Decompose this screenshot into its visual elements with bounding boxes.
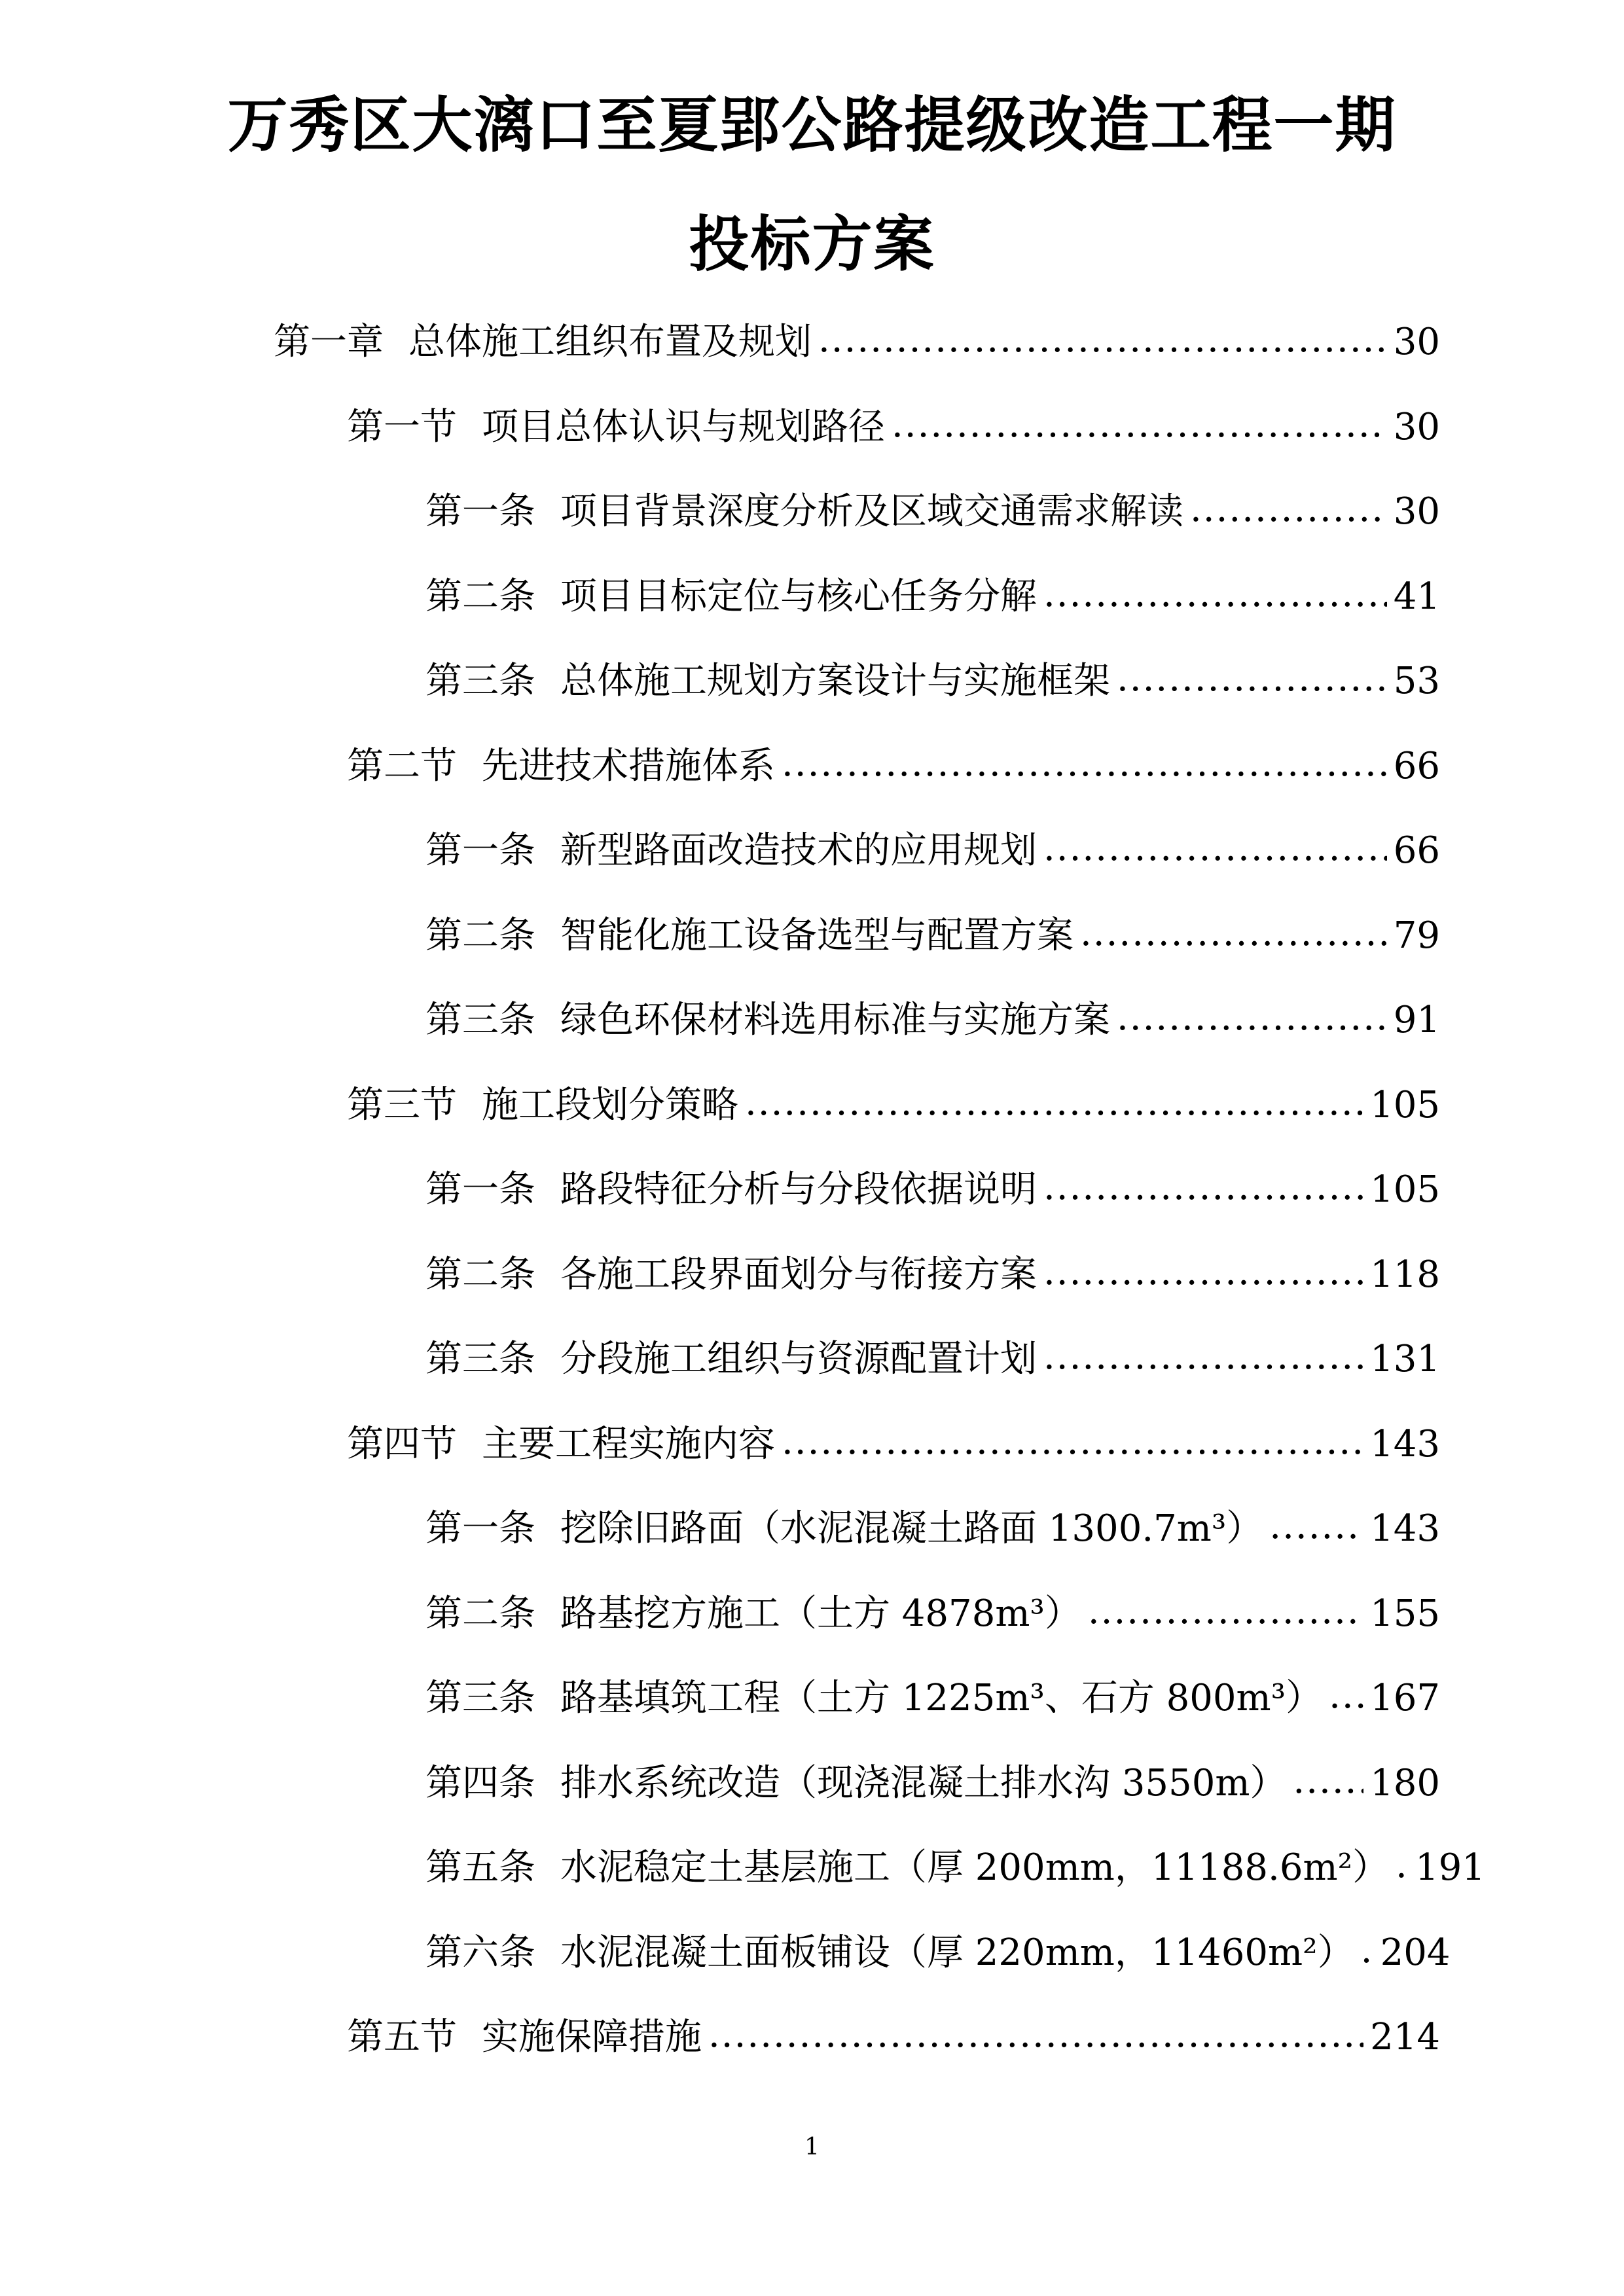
- toc-entry-label: 第四节: [347, 1423, 457, 1465]
- toc-entry-title: 实施保障措施: [482, 2016, 702, 2058]
- toc-entry[interactable]: [347, 1076, 1440, 1126]
- toc-entry[interactable]: [425, 821, 1440, 872]
- toc-entry-label: 第一条: [425, 490, 535, 533]
- toc-entry[interactable]: [425, 1669, 1440, 1719]
- toc-entry-label: 第六条: [425, 1931, 535, 1974]
- toc-dot-leader: [1043, 1251, 1363, 1293]
- toc-entry-page-number: 204: [1380, 1931, 1451, 1974]
- toc-entry-label: 第四条: [425, 1762, 535, 1804]
- toc-entry-label: 第二条: [425, 1592, 535, 1635]
- toc-entry-title: 项目总体认识与规划路径: [482, 406, 885, 448]
- toc-entry-page-number: 105: [1370, 1084, 1440, 1126]
- toc-dot-leader: [1293, 1759, 1363, 1802]
- toc-entry-page-number: 118: [1370, 1253, 1440, 1296]
- toc-entry-title: 新型路面改造技术的应用规划: [560, 829, 1037, 872]
- toc-dot-leader: [1396, 1844, 1409, 1886]
- toc-entry-title: 总体施工组织布置及规划: [408, 321, 812, 363]
- document-title: 万秀区大漓口至夏郢公路提级改造工程一期: [227, 90, 1397, 160]
- toc-dot-leader: [1043, 827, 1387, 869]
- toc-dot-leader: [1088, 1590, 1363, 1632]
- toc-entry[interactable]: [425, 1585, 1440, 1635]
- toc-entry-title: 主要工程实施内容: [482, 1423, 775, 1465]
- toc-entry-page-number: 191: [1415, 1846, 1485, 1889]
- toc-entry[interactable]: [425, 652, 1440, 702]
- toc-entry[interactable]: [425, 1160, 1440, 1211]
- toc-entry[interactable]: [425, 1924, 1451, 1974]
- toc-dot-leader: [782, 742, 1387, 785]
- toc-dot-leader: [782, 1420, 1363, 1463]
- toc-entry-title: 项目背景深度分析及区域交通需求解读: [560, 490, 1183, 533]
- toc-entry[interactable]: [425, 906, 1440, 957]
- toc-entry-page-number: 143: [1370, 1423, 1440, 1465]
- page-number: 1: [804, 2134, 820, 2161]
- toc-entry-title: 总体施工规划方案设计与实施框架: [560, 660, 1110, 702]
- toc-entry-page-number: 66: [1393, 745, 1440, 787]
- toc-entry-label: 第二条: [425, 575, 535, 618]
- toc-entry-page-number: 30: [1393, 321, 1440, 363]
- toc-dot-leader: [818, 318, 1387, 361]
- toc-dot-leader: [892, 403, 1387, 446]
- document-subtitle: 投标方案: [689, 209, 935, 279]
- toc-entry-label: 第二条: [425, 1253, 535, 1296]
- toc-entry[interactable]: [425, 1246, 1440, 1296]
- toc-entry[interactable]: [425, 567, 1440, 618]
- toc-entry-label: 第一条: [425, 1168, 535, 1211]
- toc-entry[interactable]: [347, 398, 1440, 448]
- toc-entry[interactable]: [425, 1754, 1440, 1804]
- toc-entry-title: 项目目标定位与核心任务分解: [560, 575, 1037, 618]
- toc-entry-page-number: 66: [1393, 829, 1440, 872]
- toc-entry-label: 第一章: [274, 321, 384, 363]
- toc-dot-leader: [1080, 912, 1387, 954]
- toc-dot-leader: [1329, 1674, 1363, 1717]
- toc-entry-title: 各施工段界面划分与衔接方案: [560, 1253, 1037, 1296]
- toc-entry-title: 智能化施工设备选型与配置方案: [560, 914, 1074, 957]
- toc-entry-page-number: 131: [1370, 1338, 1440, 1380]
- toc-entry-page-number: 180: [1370, 1762, 1440, 1804]
- toc-dot-leader: [708, 2013, 1363, 2056]
- toc-entry-label: 第三条: [425, 1338, 535, 1380]
- toc-entry-page-number: 143: [1370, 1507, 1440, 1550]
- toc-entry-title: 绿色环保材料选用标准与实施方案: [560, 999, 1110, 1041]
- toc-entry-label: 第五条: [425, 1846, 535, 1889]
- toc-entry-label: 第五节: [347, 2016, 457, 2058]
- toc-entry-title: 路基挖方施工（土方 4878m³）: [560, 1592, 1081, 1635]
- toc-entry-label: 第二节: [347, 745, 457, 787]
- toc-entry-title: 路基填筑工程（土方 1225m³、石方 800m³）: [560, 1677, 1323, 1719]
- toc-entry-label: 第三节: [347, 1084, 457, 1126]
- toc-entry[interactable]: [425, 1839, 1485, 1889]
- toc-entry-page-number: 30: [1393, 490, 1440, 533]
- toc-entry-label: 第一条: [425, 829, 535, 872]
- toc-entry-page-number: 167: [1370, 1677, 1440, 1719]
- toc-entry-label: 第三条: [425, 1677, 535, 1719]
- toc-entry-label: 第一节: [347, 406, 457, 448]
- toc-entry[interactable]: [425, 482, 1440, 533]
- toc-entry-title: 先进技术措施体系: [482, 745, 775, 787]
- toc-entry-page-number: 155: [1370, 1592, 1440, 1635]
- toc-entry-page-number: 53: [1393, 660, 1440, 702]
- toc-entry-page-number: 91: [1393, 999, 1440, 1041]
- toc-entry-title: 水泥混凝土面板铺设（厚 220mm，11460m²）: [560, 1931, 1354, 1974]
- toc-dot-leader: [1043, 573, 1387, 615]
- toc-entry-label: 第一条: [425, 1507, 535, 1550]
- toc-entry-label: 第二条: [425, 914, 535, 957]
- toc-dot-leader: [1361, 1929, 1374, 1971]
- toc-entry-page-number: 105: [1370, 1168, 1440, 1211]
- toc-entry-page-number: 30: [1393, 406, 1440, 448]
- toc-entry[interactable]: [274, 313, 1440, 363]
- toc-entry-title: 路段特征分析与分段依据说明: [560, 1168, 1037, 1211]
- toc-dot-leader: [1043, 1335, 1363, 1378]
- toc-entry[interactable]: [425, 1330, 1440, 1380]
- toc-dot-leader: [1190, 488, 1387, 530]
- toc-entry-title: 分段施工组织与资源配置计划: [560, 1338, 1037, 1380]
- toc-dot-leader: [1117, 657, 1387, 700]
- toc-entry[interactable]: [425, 991, 1440, 1041]
- toc-entry[interactable]: [347, 1415, 1440, 1465]
- toc-entry-title: 挖除旧路面（水泥混凝土路面 1300.7m³）: [560, 1507, 1263, 1550]
- toc-entry-title: 施工段划分策略: [482, 1084, 738, 1126]
- toc-entry-label: 第三条: [425, 660, 535, 702]
- toc-entry-page-number: 214: [1370, 2016, 1440, 2058]
- toc-entry-page-number: 79: [1393, 914, 1440, 957]
- toc-entry-title: 水泥稳定土基层施工（厚 200mm，11188.6m²）: [560, 1846, 1390, 1889]
- toc-dot-leader: [745, 1081, 1363, 1124]
- toc-entry[interactable]: [347, 2008, 1440, 2058]
- toc-entry-page-number: 41: [1393, 575, 1440, 618]
- toc-dot-leader: [1043, 1166, 1363, 1208]
- toc-entry[interactable]: [425, 1499, 1440, 1550]
- toc-entry-title: 排水系统改造（现浇混凝土排水沟 3550m）: [560, 1762, 1287, 1804]
- toc-dot-leader: [1117, 996, 1387, 1039]
- toc-dot-leader: [1269, 1505, 1363, 1547]
- toc-entry-label: 第三条: [425, 999, 535, 1041]
- toc-entry[interactable]: [347, 737, 1440, 787]
